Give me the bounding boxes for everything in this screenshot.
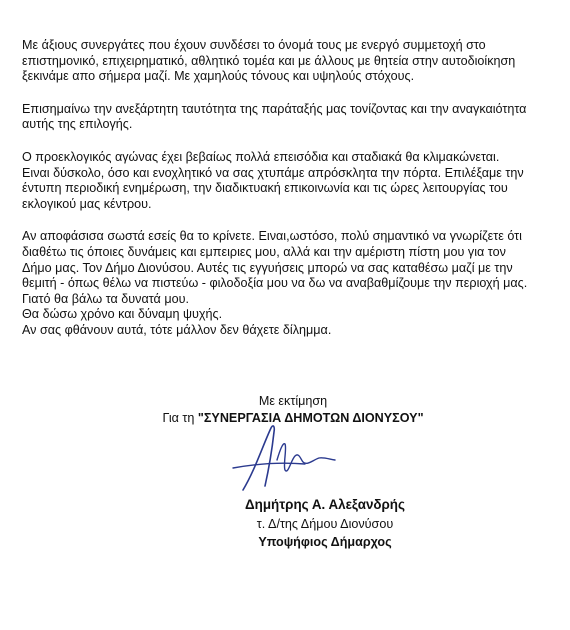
signer-candidacy: Υποψήφιος Δήμαρχος [258, 535, 392, 549]
paragraph-3: Ο προεκλογικός αγώνας έχει βεβαίως πολλά επεισόδια και σταδιακά θα κλιμακώνεται. Ειναι δύσκολο, όσο και ενοχλητικό να σας χτυπάμε απρόσκλητα την πόρτα. Επιλέξαμε την έντυπη περιοδική ενημέρωση, την διαδικτυακή επικοινωνία και τις ώρες λειτουργίας του εκλογικού μας κέντρου. [22, 149, 524, 211]
paragraph-1: Με άξιους συνεργάτες που έχουν συνδέσει το όνομά τους με ενεργό συμμετοχή στο επιστημονικό, επιχειρηματικό, αθλητικό τομέα και με άλλους με θητεία στην αυτοδιοίκηση ξεκινάμε απο σήμερα μαζί. Με χαμηλούς τόνους και υψηλούς στόχους. [22, 38, 516, 84]
paragraph-2: Επισημαίνω την ανεξάρτητη ταυτότητα της παράταξής μας τονίζοντας και την αναγκαιότητα αυτής της επιλογής. [22, 101, 527, 132]
closing-regards: Με εκτίμηση [258, 394, 328, 408]
handwritten-signature [225, 420, 345, 495]
letter-body [22, 38, 554, 356]
signer-name: Δημήτρης Α. Αλεξανδρής [245, 497, 405, 512]
paragraph-4: Αν αποφάσισα σωστά εσείς θα το κρίνετε. Ειναι,ωστόσο, πολύ σημαντικό να γνωρίζετε ότι διαθέτω τις όποιες δυνάμεις και εμπειριες μου, αλλά και την αμέριστη πίστη μου για τον Δήμο μας. Τον Δήμο Διονύσου. Αυτές τις εγγυήσεις μπορώ να σας καταθέσω μαζί με την θεμιτή - όπως θέλω να πιστεύω - φιλοδοξία μου να δω να αναβαθμίζουμε την περιοχή μας. Γιατό θα βάλω τα δυνατά μου. Θα δώσω χρόνο και δύναμη ψυχής. Αν σας φθάνουν αυτά, τότε μάλλον δεν θάχετε δίλημμα. [22, 229, 528, 337]
signer-role: τ. Δ/της Δήμου Διονύσου [256, 517, 394, 531]
party-name: "ΣΥΝΕΡΓΑΣΙΑ ΔΗΜΟΤΩΝ ΔΙΟΝΥΣΟΥ" [197, 411, 424, 425]
party-prefix: Για τη [162, 411, 198, 425]
